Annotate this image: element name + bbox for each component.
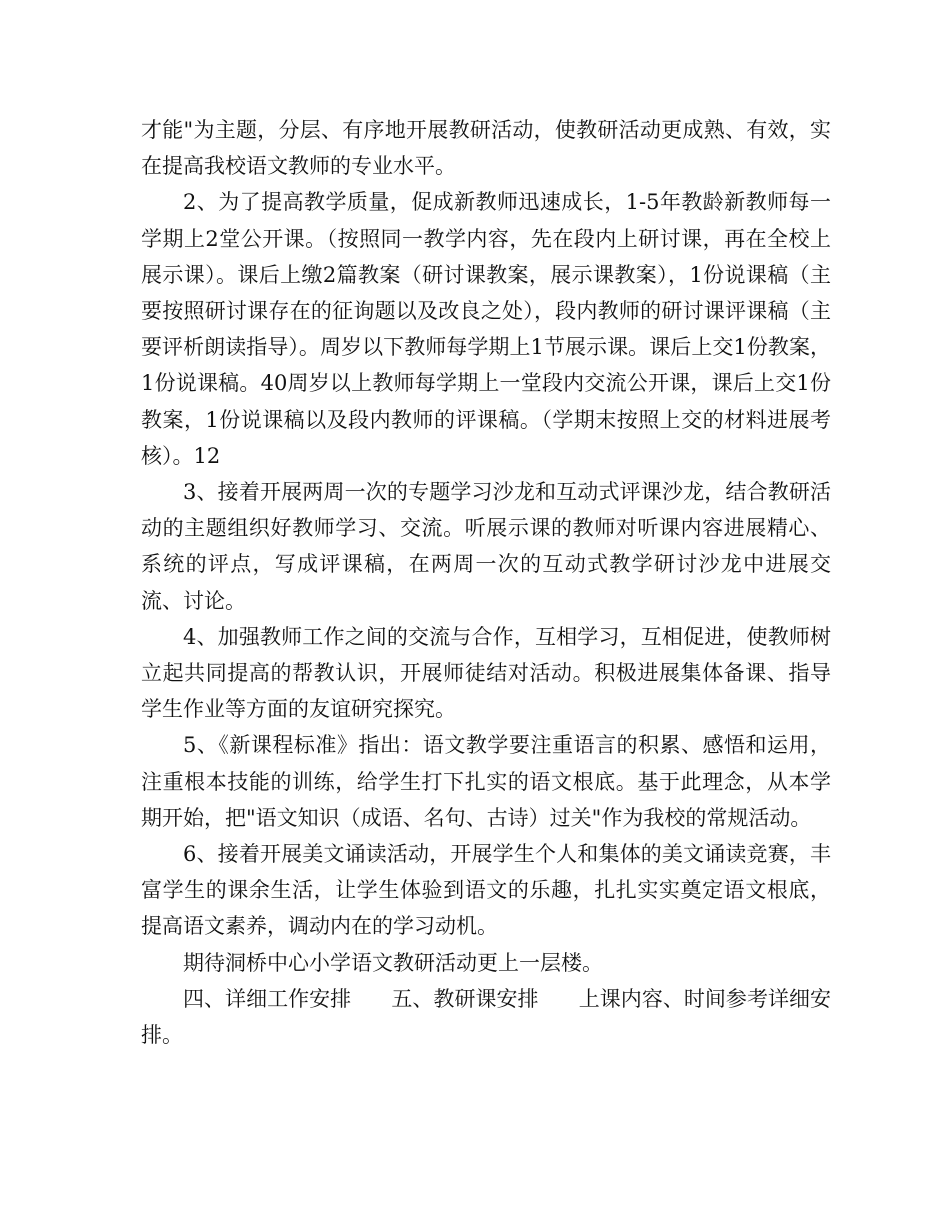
section-headings-line xyxy=(141,981,831,1053)
heading-part-5: 五、教研课安排 xyxy=(391,986,539,1011)
paragraph-intro-continuation: 才能"为主题，分层、有序地开展教研活动，使教研活动更成熟、有效，实在提高我校语文教师的专业水平。 xyxy=(141,118,831,179)
paragraph-item-5: 5、《新课程标准》指出：语文教学要注重语言的积累、感悟和运用，注重根本技能的训练，给学生打下扎实的语文根底。基于此理念，从本学期开始，把"语文知识（成语、名句、古诗）过关"作为我校的常规活动。 xyxy=(141,733,831,830)
paragraph-item-6: 6、接着开展美文诵读活动，开展学生个人和集体的美文诵读竞赛，丰富学生的课余生活，让学生体验到语文的乐趣，扎扎实实奠定语文根底，提高语文素养，调动内在的学习动机。 xyxy=(141,842,831,939)
paragraph-closing: 期待洞桥中心小学语文教研活动更上一层楼。 xyxy=(183,950,603,975)
paragraph-item-3: 3、接着开展两周一次的专题学习沙龙和互动式评课沙龙，结合教研活动的主题组织好教师学习、交流。听展示课的教师对听课内容进展精心、系统的评点，写成评课稿，在两周一次的互动式教学研讨沙龙中进展交流、讨论。 xyxy=(141,480,831,613)
document-body xyxy=(141,112,831,1053)
heading-part-4: 四、详细工作安排 xyxy=(183,986,352,1011)
paragraph-item-2: 2、为了提高教学质量，促成新教师迅速成长，1-5年教龄新教师每一学期上2堂公开课。（按照同一教学内容，先在段内上研讨课，再在全校上展示课）。课后上缴2篇教案（研讨课教案，展示课教案），1份说课稿（主要按照研讨课存在的征询题以及改良之处），段内教师的研讨课评课稿（主要评析朗读指导）。周岁以下教师每学期上1节展示课。课后上交1份教案，1份说课稿。40周岁以上教师每学期上一堂段内交流公开课，课后上交1份教案，1份说课稿以及段内教师的评课稿。（学期末按照上交的材料进展考核）。12 xyxy=(141,190,831,468)
heading-part-6: 上课内容、时间参考详细安排。 xyxy=(141,986,832,1048)
paragraph-item-4: 4、加强教师工作之间的交流与合作，互相学习，互相促进，使教师树立起共同提高的帮教认识，开展师徒结对活动。积极进展集体备课、指导学生作业等方面的友谊研究探究。 xyxy=(141,624,831,722)
